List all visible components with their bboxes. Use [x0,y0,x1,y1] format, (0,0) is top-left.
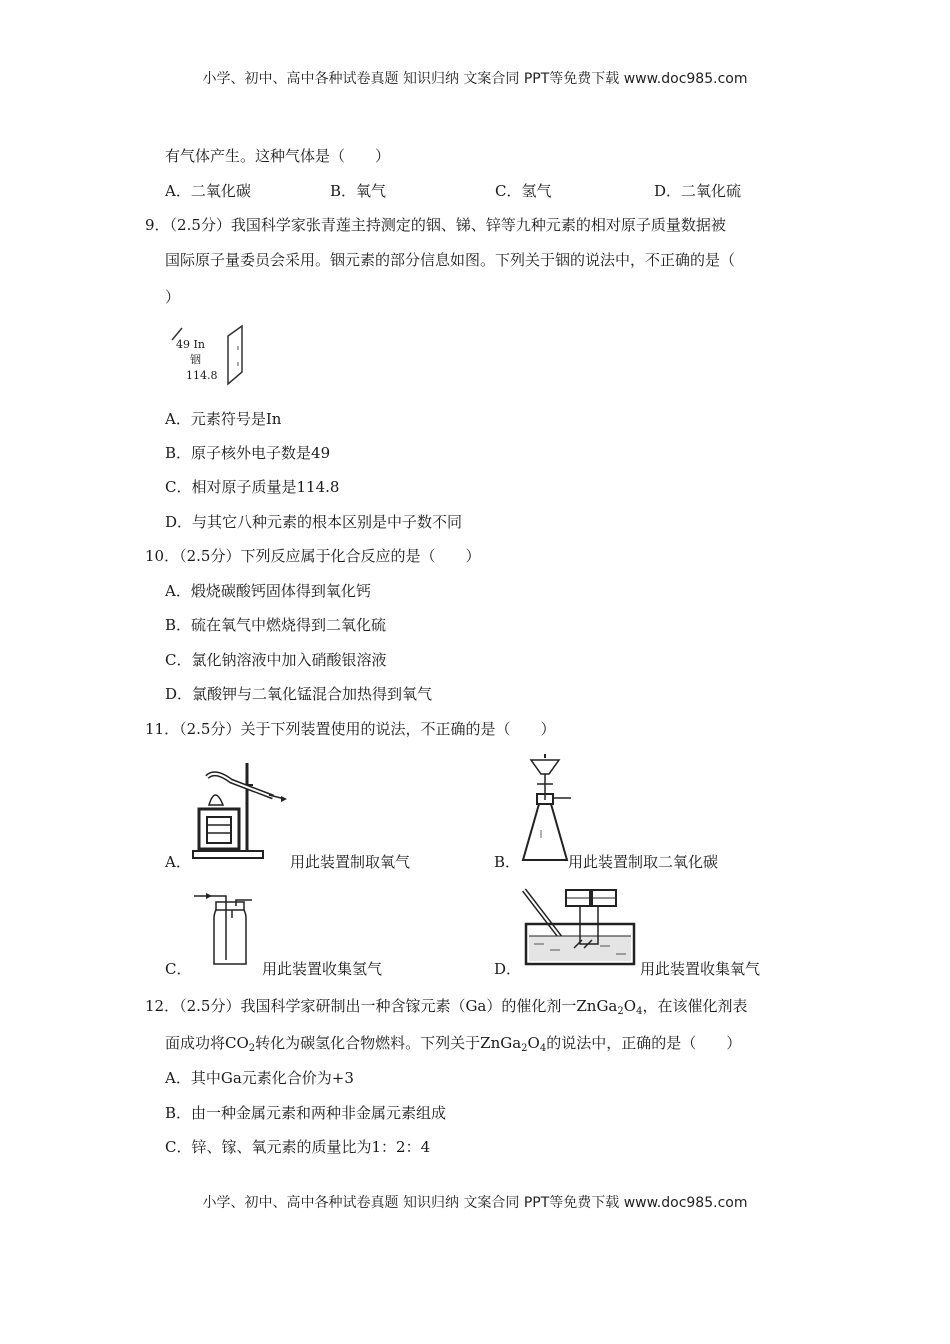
page-header: 小学、初中、高中各种试卷真题 知识归纳 文案合同 PPT等免费下载 www.doc985.com [202,71,748,87]
indium-mass: 114.8 [186,369,218,382]
q10-option-c: C．氯化钠溶液中加入硝酸银溶液 [165,651,387,669]
q11-option-b-text: 用此装置制取二氧化碳 [568,853,719,871]
q9-stem-line2: 国际原子量委员会采用。铟元素的部分信息如图。下列关于铟的说法中，不正确的是（ [165,251,736,269]
indium-number-symbol: 49 In [176,338,205,351]
q11-option-a-text: 用此装置制取氧气 [290,853,411,871]
q12-stem-line2: 面成功将$CO_2$转化为碳氢化合物燃料。下列关于$ZnGa_2O_4$的说法中，正确的是（ ） [165,1034,742,1054]
apparatus-c-gas-bottle [192,888,260,968]
q10-stem: 10．（2.5分）下列反应属于化合反应的是（ ） [145,547,481,565]
q11-option-d-letter: D． [494,960,522,978]
q8-option-a: A．二氧化碳 [165,182,251,200]
q9-option-d: D．与其它八种元素的根本区别是中子数不同 [165,513,463,531]
q10-option-b: B．硫在氧气中燃烧得到二氧化硫 [165,616,387,634]
q11-option-c-text: 用此装置收集氢气 [262,960,383,978]
q8-option-d: D．二氧化硫 [654,182,742,200]
apparatus-b-flask-funnel [515,752,575,870]
q8-option-c: C．氢气 [495,182,552,200]
q8-option-b: B．氧气 [330,182,387,200]
q10-option-a: A．煅烧碳酸钙固体得到氧化钙 [165,582,371,600]
q11-option-c-letter: C． [165,960,192,978]
indium-name: 铟 [190,353,201,366]
q8-stem-tail: 有气体产生。这种气体是（ ） [165,147,391,165]
q11-option-b-letter: B． [494,853,521,871]
q12-option-a: A．其中Ga元素化合价为+3 [165,1069,354,1087]
q10-option-d: D．氯酸钾与二氧化锰混合加热得到氧气 [165,685,433,703]
q11-stem: 11．（2.5分）关于下列装置使用的说法，不正确的是（ ） [145,720,556,738]
q11-option-a-letter: A． [165,853,191,871]
q12-option-b: B．由一种金属元素和两种非金属元素组成 [165,1104,447,1122]
q11-option-d-text: 用此装置收集氧气 [640,960,761,978]
q9-stem-line3: ） [165,288,181,306]
q9-option-a: A．元素符号是In [165,410,282,428]
page-footer: 小学、初中、高中各种试卷真题 知识归纳 文案合同 PPT等免费下载 www.doc985.com [202,1195,748,1211]
q12-stem-line1: 12．（2.5分）我国科学家研制出一种含镓元素（Ga）的催化剂一$ZnGa_2O_4$，在该催化剂表 [145,997,748,1017]
q9-option-b: B．原子核外电子数是49 [165,444,331,462]
apparatus-a-heating-setup [185,755,290,865]
q12-option-c: C．锌、镓、氧元素的质量比为1：2：4 [165,1138,431,1156]
apparatus-d-water-trough [520,884,640,970]
q9-stem-line1: 9．（2.5分）我国科学家张青莲主持测定的铟、锑、锌等九种元素的相对原子质量数据被 [145,216,726,234]
q9-option-c: C．相对原子质量是114.8 [165,478,340,496]
